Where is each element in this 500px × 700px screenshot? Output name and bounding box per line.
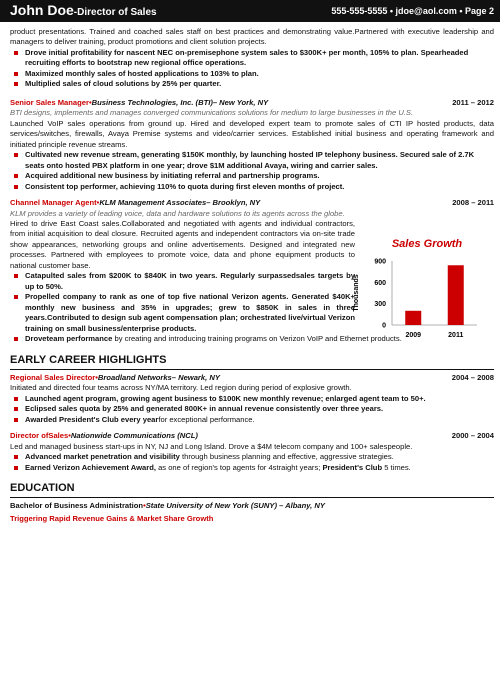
intro-text: product presentations. Trained and coached sales staff on best practices and demonstrating value.Partnered with executive leadership and managers to deliver training, product promotions and client solution projects. bbox=[10, 27, 494, 47]
intro-bullet: Maximized monthly sales of hosted applications to 103% to plan. bbox=[10, 69, 494, 79]
education-degree: Bachelor of Business Administration•State University of New York (SUNY) – Albany, NY bbox=[10, 501, 325, 511]
job-dates: 2008 – 2011 bbox=[452, 198, 494, 208]
job-header-klm: Channel Manager Agent•KLM Management Associates– Brooklyn, NY 2008 – 2011 bbox=[10, 198, 494, 208]
intro-bullet: Drove initial profitability for nascent NEC on-premisephone system sales to $300K+ per month, 105% to plan. Spearheaded recruiting efforts to bootstrap new regional office operations. bbox=[10, 48, 494, 69]
x-tick-label: 2009 bbox=[405, 331, 422, 339]
sales-growth-chart bbox=[352, 233, 482, 341]
job-bullet: Droveteam performance by creating and introducing training programs on Verizon VoIP and Ethernet products. bbox=[10, 334, 494, 344]
company-name: Nationwide Communications (NCL) bbox=[70, 431, 198, 441]
section-heading-early-career: EARLY CAREER HIGHLIGHTS bbox=[10, 353, 494, 370]
job-bullet: Launched agent program, growing agent business to $100K new monthly revenue; enlarged agent team to 50+. bbox=[10, 394, 494, 404]
bar bbox=[448, 265, 464, 325]
y-tick-label: 600 bbox=[374, 279, 386, 287]
job-bullet: Propelled company to rank as one of top five national Verizon agents. Generated $40K+ monthly new business and 35% in upgrades; grew to $850K in sales in three years.Contributed to design sub agent compensation plan; orchestrated live/virtual Verizon training on small business/enterprise products. bbox=[10, 292, 355, 334]
job-bullet: Advanced market penetration and visibility through business planning and effective, aggressive strategies. bbox=[10, 452, 494, 462]
job-bullet: Catapulted sales from $200K to $840K in two years. Regularly surpassedsales targets by up to 50%. bbox=[10, 271, 355, 292]
intro-bullet: Multiplied sales of cloud solutions by 25% per quarter. bbox=[10, 79, 494, 89]
job-header-ncl: Director ofSales•Nationwide Communications (NCL) 2000 – 2004 bbox=[10, 431, 494, 441]
job-summary: Launched VoIP sales operations from ground up. Hired and developed expert team to promote sales of CTI IP hosted products, data services/switches, firewalls, Avaya Premise systems and video/carrier services. Established initial business and operating framework and initiated principle revenue streams. bbox=[10, 118, 494, 149]
job-bullet: Eclipsed sales quota by 25% and generated 800K+ in annual revenue consistently over three years. bbox=[10, 404, 494, 414]
company-description: BTI designs, implements and manages converged communications solutions for medium to large businesses in the U.S. bbox=[10, 108, 414, 118]
job-title: Senior Sales Manager bbox=[10, 97, 89, 107]
job-bullet: Cultivated new revenue stream, generating $150K monthly, by launching hosted IP telephony business. Secured sale of 2.7K seats onto hosted PBX platform in one year; drove $1M additional Avaya, wiring and carrier sales. bbox=[10, 150, 494, 171]
job-title: Channel Manager Agent bbox=[10, 198, 97, 208]
job-title: Regional Sales Director bbox=[10, 372, 96, 382]
job-summary: Hired to drive East Coast sales.Collaborated and negotiated with agents and individual contractors, from initial acquisition to deal closure. Recruited agents and independent contractors via on-site trade show appearances, networking groups and online advertisements. Designed and integrated new processes. Partnered with employees to promote voice, data and phone equipment products to national customer base. bbox=[10, 218, 355, 270]
job-bullet: Earned Verizon Achievement Award, as one of region's top agents for 4straight years; President's Club 5 times. bbox=[10, 463, 494, 473]
job-header-bti: Senior Sales Manager•Business Technologies, Inc. (BTI)– New York, NY 2011 – 2012 bbox=[10, 97, 494, 107]
job-bullet: Acquired additional new business by initiating referral and partnership programs. bbox=[10, 171, 494, 181]
job-bullet: Consistent top performer, achieving 110% to quota during first eleven months of project. bbox=[10, 182, 494, 192]
y-tick-label: 0 bbox=[382, 322, 386, 330]
resume-content bbox=[10, 27, 494, 524]
job-dates: 2011 – 2012 bbox=[452, 97, 494, 107]
company-name: KLM Management Associates– Brooklyn, NY bbox=[99, 198, 261, 208]
candidate-title: -Director of Sales bbox=[73, 7, 157, 18]
chart-title: Sales Growth bbox=[391, 237, 463, 250]
company-name: Business Technologies, Inc. (BTI)– New York, NY bbox=[91, 97, 269, 107]
x-tick-label: 2011 bbox=[448, 331, 464, 339]
job-dates: 2000 – 2004 bbox=[451, 431, 494, 441]
header-bar bbox=[0, 0, 500, 22]
candidate-name: John Doe-Director of Sales bbox=[10, 2, 157, 18]
company-name: Broadland Networks– Newark, NY bbox=[97, 372, 220, 382]
bar bbox=[405, 311, 421, 325]
footer-tagline: Triggering Rapid Revenue Gains & Market Share Growth bbox=[10, 513, 214, 523]
section-heading-education: EDUCATION bbox=[10, 481, 494, 498]
job-header-broadland: Regional Sales Director•Broadland Networks– Newark, NY 2004 – 2008 bbox=[10, 372, 494, 382]
y-tick-label: 900 bbox=[374, 258, 386, 266]
y-axis-label: Thousands bbox=[353, 274, 360, 312]
job-summary: Led and managed business start-ups in NY, NJ and Long Island. Drove a $4M telecom company and 100+ salespeople. bbox=[10, 441, 413, 451]
contact-info: 555-555-5555 • jdoe@aol.com • Page 2 bbox=[331, 6, 494, 16]
job-bullet: Awarded President's Club every yearfor exceptional performance. bbox=[10, 415, 494, 425]
company-description: KLM provides a variety of leading voice, data and hardware solutions to its agents across the globe. bbox=[10, 208, 345, 218]
chart-svg bbox=[352, 233, 482, 341]
job-dates: 2004 – 2008 bbox=[451, 372, 494, 382]
job-summary: Initiated and directed four teams across NY/MA territory. Led region during period of explosive growth. bbox=[10, 383, 352, 393]
job-title: Director ofSales bbox=[10, 431, 69, 441]
y-tick-label: 300 bbox=[374, 301, 386, 309]
